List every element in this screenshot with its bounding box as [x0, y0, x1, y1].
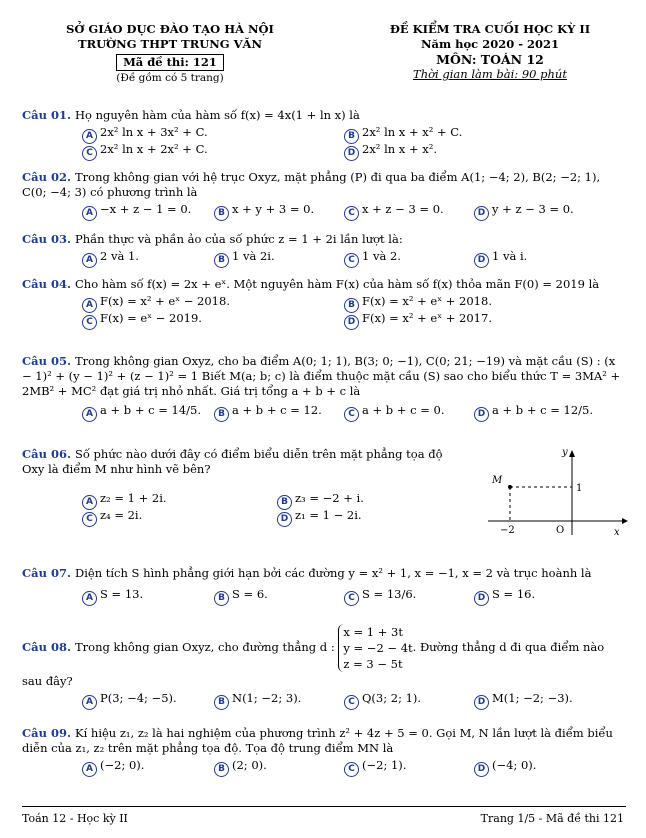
- question-text: Kí hiệu z₁, z₂ là hai nghiệm của phương trình z² + 4z + 5 = 0. Gọi M, N lần lượt là điểm biểu diễn của z₁, z₂ trên mặt phẳng tọa độ. Tọa độ trung điểm MN là: [22, 726, 613, 755]
- question-9: [22, 726, 626, 776]
- header-right: [360, 22, 620, 82]
- option-b[interactable]: B N(1; −2; 3).: [214, 691, 301, 710]
- question-text-2: . Đường thẳng d đi qua điểm nào: [412, 640, 605, 654]
- neg2-label: −2: [500, 525, 515, 536]
- option-d[interactable]: D M(1; −2; −3).: [474, 691, 573, 710]
- option-b[interactable]: B z₃ = −2 + i.: [277, 491, 364, 510]
- complex-plane-figure: [488, 447, 628, 537]
- option-c[interactable]: C Q(3; 2; 1).: [344, 691, 421, 710]
- option-a[interactable]: A z₂ = 1 + 2i.: [82, 491, 167, 510]
- question-3: [22, 232, 626, 267]
- option-a[interactable]: A 2x² ln x + 3x² + C.: [82, 125, 208, 144]
- question-number: Câu 08.: [22, 640, 71, 654]
- option-a[interactable]: A a + b + c = 14/5.: [82, 403, 201, 422]
- question-number: Câu 09.: [22, 726, 71, 740]
- question-text: Diện tích S hình phẳng giới hạn bởi các đường y = x² + 1, x = −1, x = 2 và trục hoành là: [74, 566, 592, 580]
- question-number: Câu 02.: [22, 170, 71, 184]
- header-left: [40, 22, 300, 86]
- option-b[interactable]: B 2x² ln x + x² + C.: [344, 125, 462, 144]
- department: SỞ GIÁO DỤC ĐÀO TẠO HÀ NỘI: [66, 22, 274, 36]
- point-m: [508, 485, 512, 489]
- question-text: Trong không gian với hệ trục Oxyz, mặt phẳng (P) đi qua ba điểm A(1; −4; 2), B(2; −2; 1), C(0; −4; 3) có phương trình là: [22, 170, 601, 199]
- line-system: x = 1 + 3t y = −2 − 4t z = 3 − 5t: [338, 624, 412, 672]
- question-number: Câu 01.: [22, 108, 71, 122]
- y-label: y: [562, 447, 568, 458]
- option-c[interactable]: C x + z − 3 = 0.: [344, 202, 444, 221]
- option-a[interactable]: A (−2; 0).: [82, 758, 144, 777]
- option-b[interactable]: B S = 6.: [214, 587, 268, 606]
- option-d[interactable]: D 2x² ln x + x².: [344, 142, 437, 161]
- question-text: Trong không gian Oxyz, cho đường thẳng d :: [74, 640, 335, 654]
- school-year: Năm học 2020 - 2021: [421, 37, 559, 51]
- subject: MÔN: TOÁN 12: [436, 52, 544, 67]
- option-d[interactable]: D y + z − 3 = 0.: [474, 202, 574, 221]
- question-2: [22, 170, 626, 220]
- option-d[interactable]: D (−4; 0).: [474, 758, 536, 777]
- exam-title: ĐỀ KIỂM TRA CUỐI HỌC KỲ II: [389, 22, 591, 36]
- footer-divider: [22, 806, 626, 807]
- x-arrow-icon: [622, 518, 628, 524]
- origin-label: O: [556, 525, 565, 536]
- option-c[interactable]: C S = 13/6.: [344, 587, 416, 606]
- question-number: Câu 07.: [22, 566, 71, 580]
- question-1: [22, 108, 626, 159]
- option-b[interactable]: B a + b + c = 12.: [214, 403, 322, 422]
- option-a[interactable]: A S = 13.: [82, 587, 143, 606]
- question-5: [22, 354, 626, 423]
- option-b[interactable]: B 1 và 2i.: [214, 249, 275, 268]
- school-name: TRƯỜNG THPT TRUNG VĂN: [78, 37, 262, 51]
- option-a[interactable]: A P(3; −4; −5).: [82, 691, 177, 710]
- one-label: 1: [576, 483, 583, 494]
- page-count: (Đề gồm có 5 trang): [116, 72, 224, 84]
- option-d[interactable]: D F(x) = x² + eˣ + 2017.: [344, 311, 492, 330]
- question-text-3: sau đây?: [22, 674, 73, 688]
- question-number: Câu 03.: [22, 232, 71, 246]
- question-7: [22, 566, 626, 605]
- question-text: Họ nguyên hàm của hàm số f(x) = 4x(1 + ln x) là: [74, 108, 360, 122]
- option-a[interactable]: A F(x) = x² + eˣ − 2018.: [82, 294, 230, 313]
- y-arrow-icon: [569, 450, 575, 457]
- footer-left: Toán 12 - Học kỳ II: [22, 812, 128, 825]
- option-b[interactable]: B x + y + 3 = 0.: [214, 202, 314, 221]
- option-c[interactable]: C (−2; 1).: [344, 758, 406, 777]
- question-6: [22, 447, 462, 525]
- option-c[interactable]: C F(x) = eˣ − 2019.: [82, 311, 202, 330]
- question-number: Câu 06.: [22, 447, 71, 461]
- option-c[interactable]: C 1 và 2.: [344, 249, 401, 268]
- question-text: Cho hàm số f(x) = 2x + eˣ. Một nguyên hàm F(x) của hàm số f(x) thỏa mãn F(0) = 2019 là: [74, 277, 600, 291]
- option-d[interactable]: D z₁ = 1 − 2i.: [277, 508, 362, 527]
- x-label: x: [614, 527, 620, 537]
- option-a[interactable]: A −x + z − 1 = 0.: [82, 202, 191, 221]
- option-b[interactable]: B F(x) = x² + eˣ + 2018.: [344, 294, 492, 313]
- option-d[interactable]: D 1 và i.: [474, 249, 527, 268]
- question-4: [22, 277, 626, 328]
- option-c[interactable]: C z₄ = 2i.: [82, 508, 142, 527]
- question-text: Trong không gian Oxyz, cho ba điểm A(0; 1; 1), B(3; 0; −1), C(0; 21; −19) và mặt cầu (S) : (x − 1)² + (y − 1)² + (z − 1)² = 1 Biết M(a; b; c) là điểm thuộc mặt cầu (S) sao cho biểu thức T = 3MA² + 2MB² + MC² đạt giá trị nhỏ nhất. Giá trị tổng a + b + c là: [22, 354, 621, 398]
- footer-page-number: Trang 1/5 - Mã đề thi 121: [480, 812, 624, 825]
- option-b[interactable]: B (2; 0).: [214, 758, 267, 777]
- m-label: M: [492, 475, 503, 486]
- question-number: Câu 04.: [22, 277, 71, 291]
- option-a[interactable]: A 2 và 1.: [82, 249, 139, 268]
- question-8: [22, 624, 626, 709]
- question-text: Phần thực và phần ảo của số phức z = 1 + 2i lần lượt là:: [74, 232, 403, 246]
- option-c[interactable]: C 2x² ln x + 2x² + C.: [82, 142, 208, 161]
- option-d[interactable]: D S = 16.: [474, 587, 535, 606]
- question-number: Câu 05.: [22, 354, 71, 368]
- option-c[interactable]: C a + b + c = 0.: [344, 403, 444, 422]
- time-limit: Thời gian làm bài: 90 phút: [413, 67, 567, 81]
- option-d[interactable]: D a + b + c = 12/5.: [474, 403, 593, 422]
- question-text: Số phức nào dưới đây có điểm biểu diễn trên mặt phẳng tọa độ Oxy là điểm M như hình vẽ bên?: [22, 447, 443, 476]
- exam-code: Mã đề thi: 121: [116, 54, 224, 71]
